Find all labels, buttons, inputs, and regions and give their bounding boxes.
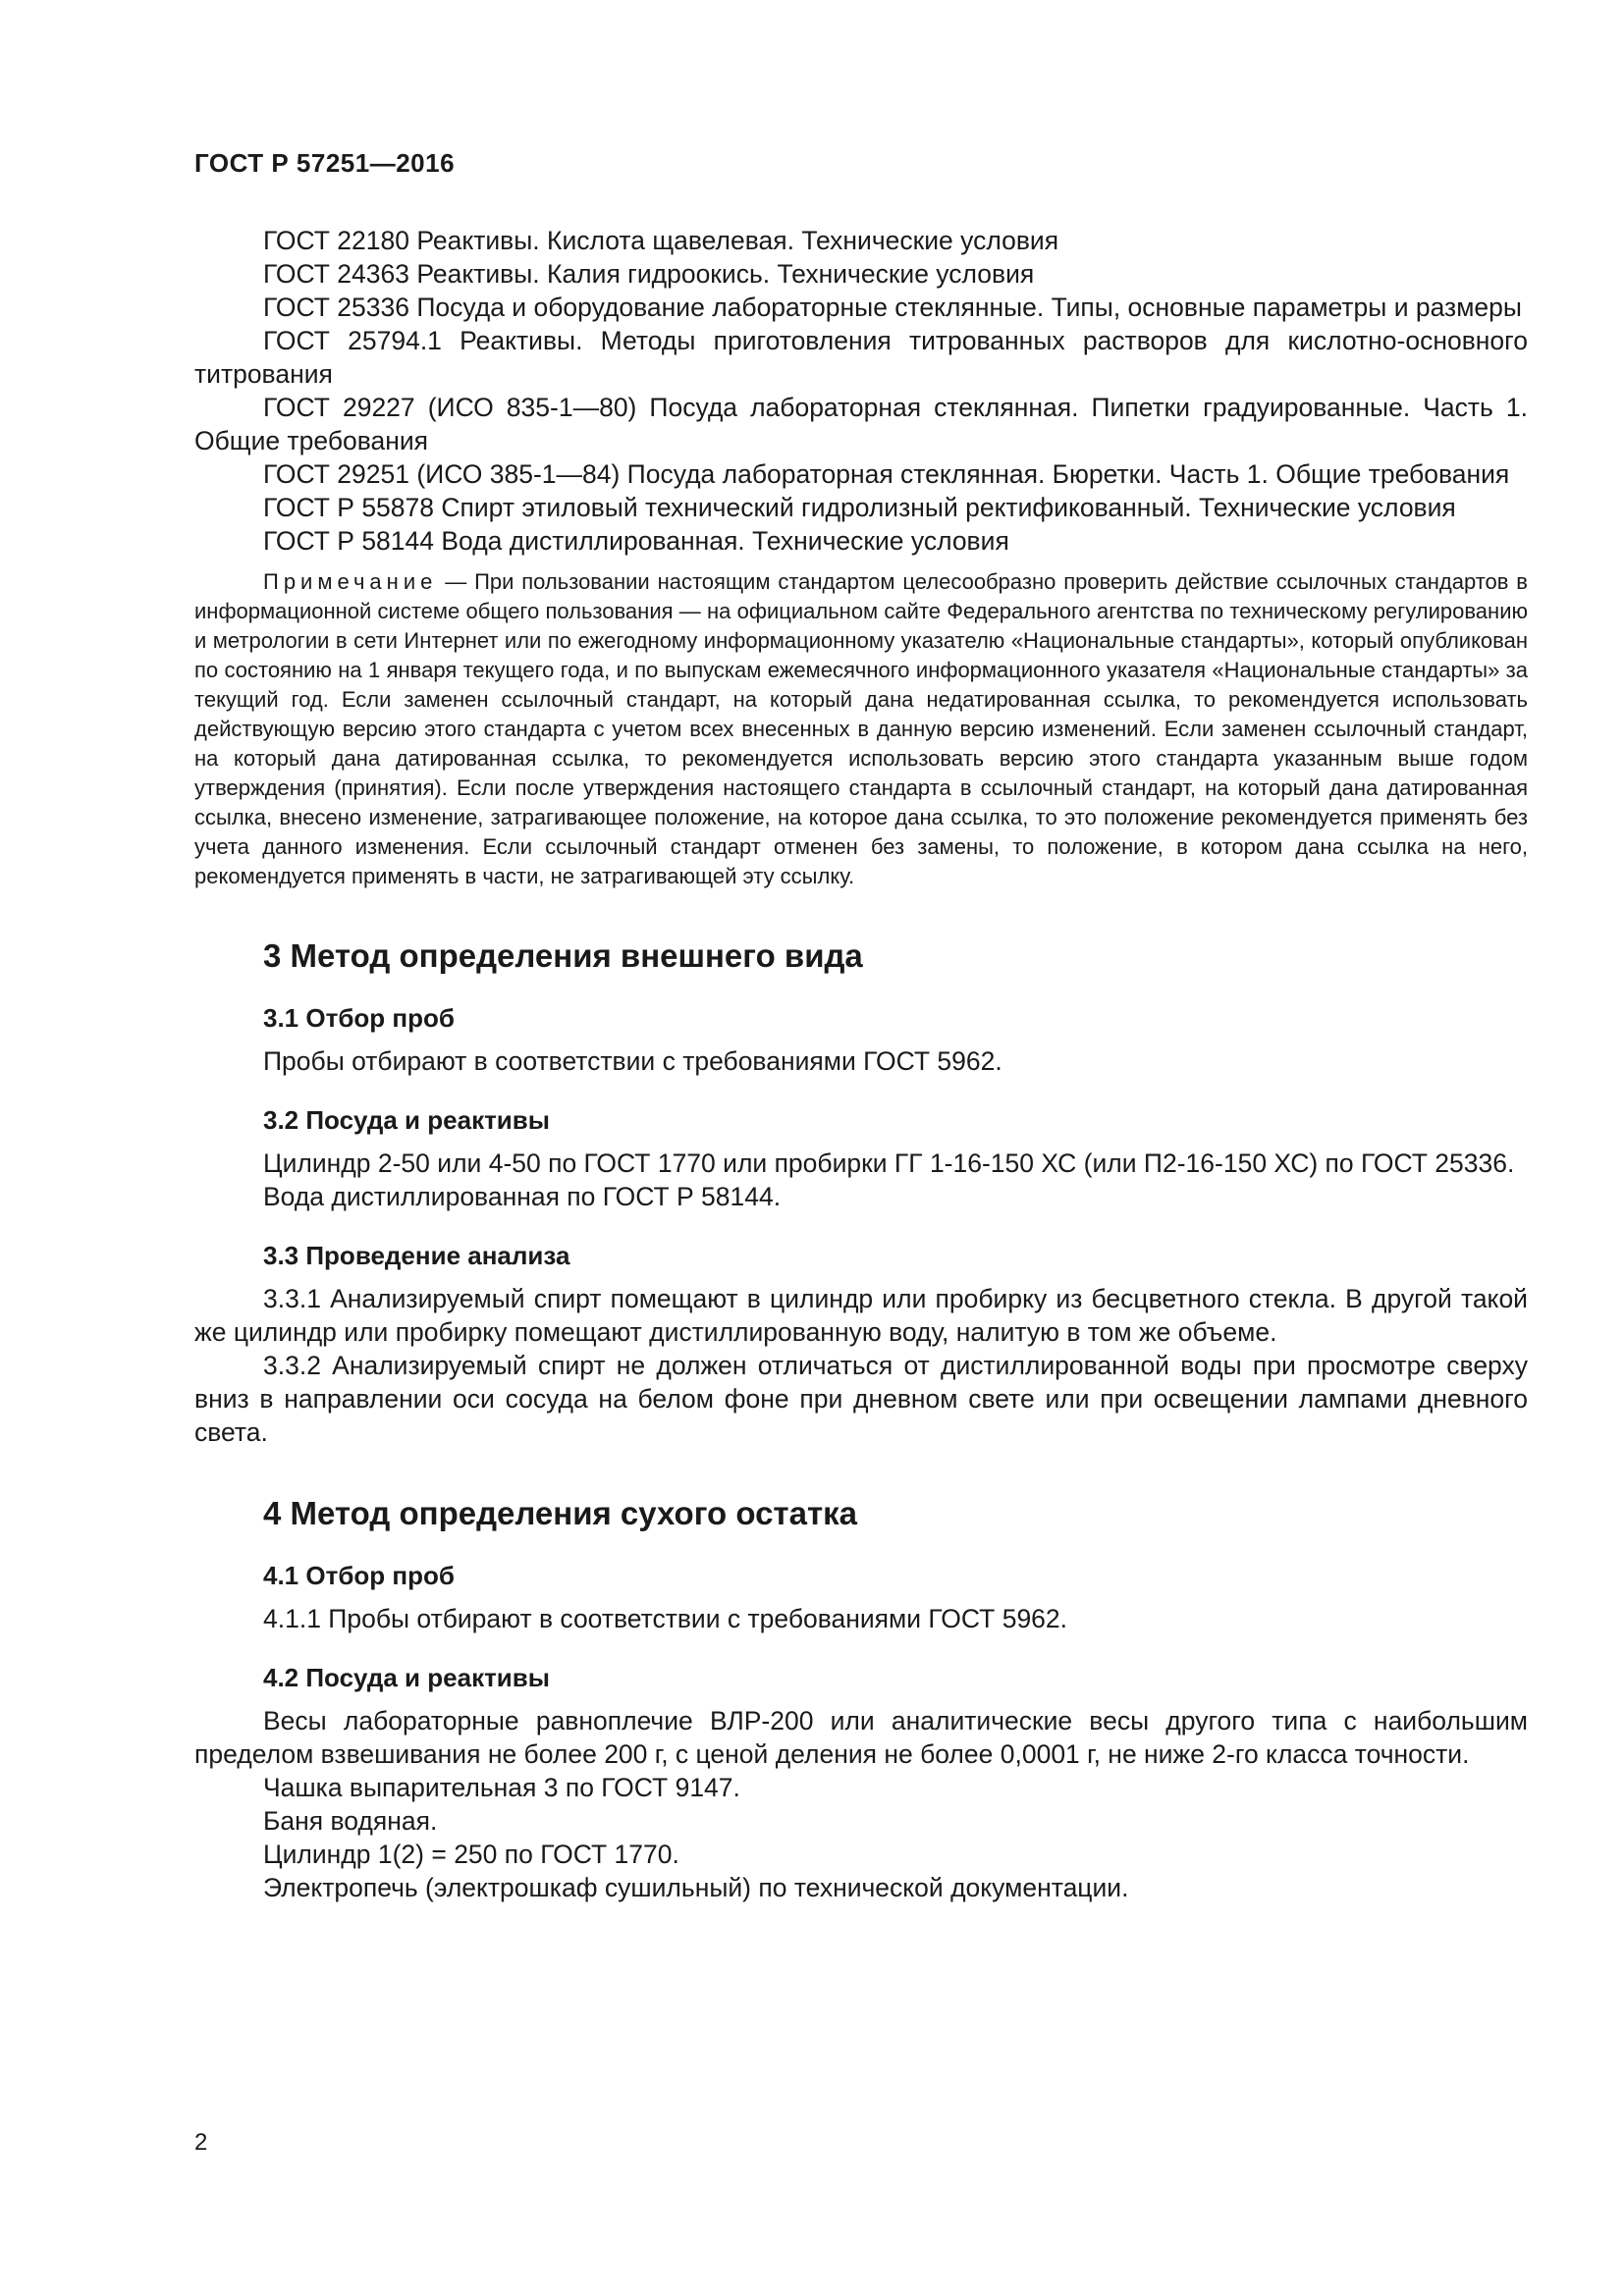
paragraph: Чашка выпарительная 3 по ГОСТ 9147. — [263, 1773, 740, 1802]
reference-item: ГОСТ Р 58144 Вода дистиллированная. Технические условия — [263, 526, 1009, 556]
page-body — [194, 224, 1528, 1904]
reference-item: ГОСТ 29251 (ИСО 385-1—84) Посуда лабораторная стеклянная. Бюретки. Часть 1. Общие требования — [263, 459, 1510, 489]
subsection-3-2-title: 3.2 Посуда и реактивы — [263, 1105, 550, 1135]
reference-item: ГОСТ Р 55878 Спирт этиловый технический гидролизный ректификованный. Технические условия — [263, 493, 1456, 522]
subsection-4-2-title: 4.2 Посуда и реактивы — [263, 1663, 550, 1692]
reference-item: ГОСТ 25794.1 Реактивы. Методы приготовления титрованных растворов для кислотно-основного титрования — [194, 326, 1528, 389]
subsection-4-1-title: 4.1 Отбор проб — [263, 1561, 455, 1590]
reference-item: ГОСТ 29227 (ИСО 835-1—80) Посуда лабораторная стеклянная. Пипетки градуированные. Часть 1. Общие требования — [194, 393, 1528, 455]
paragraph: 3.3.2 Анализируемый спирт не должен отличаться от дистиллированной воды при просмотре сверху вниз в направлении оси сосуда на белом фоне при дневном свете или при освещении лампами дневного света. — [194, 1351, 1528, 1447]
paragraph: Цилиндр 2-50 или 4-50 по ГОСТ 1770 или пробирки ГГ 1-16-150 ХС (или П2-16-150 ХС) по ГОСТ 25336. — [263, 1148, 1515, 1178]
reference-item: ГОСТ 25336 Посуда и оборудование лабораторные стеклянные. Типы, основные параметры и размеры — [263, 293, 1522, 322]
paragraph: Электропечь (электрошкаф сушильный) по технической документации. — [263, 1873, 1129, 1902]
note-block — [194, 567, 1528, 891]
paragraph: Вода дистиллированная по ГОСТ Р 58144. — [263, 1182, 782, 1211]
section-3-title: 3 Метод определения внешнего вида — [263, 937, 863, 974]
note-text: — При пользовании настоящим стандартом целесообразно проверить действие ссылочных стандартов в информационной системе общего пользования — на официальном сайте Федерального агентства по техническому регулированию и метрологии в сети Интернет или по ежегодному информационному указателю «Национальные стандарты», который опубликован по состоянию на 1 января текущего года, и по выпускам ежемесячного информационного указателя «Национальные стандарты» за текущий год. Если заменен ссылочный стандарт, на который дана недатированная ссылка, то рекомендуется использовать действующую версию этого стандарта с учетом всех внесенных в данную версию изменений. Если заменен ссылочный стандарт, на который дана датированная ссылка, то рекомендуется использовать версию этого стандарта указанным выше годом утверждения (принятия). Если после утверждения настоящего стандарта в ссылочный стандарт, на который дана датированная ссылка, внесено изменение, затрагивающее положение, на которое дана ссылка, то это положение рекомендуется применять без учета данного изменения. Если ссылочный стандарт отменен без замены, то положение, в котором дана ссылка на него, рекомендуется применять в части, не затрагивающей эту ссылку. — [194, 569, 1528, 888]
subsection-3-3-title: 3.3 Проведение анализа — [263, 1241, 570, 1270]
subsection-3-1-title: 3.1 Отбор проб — [263, 1003, 455, 1033]
reference-item: ГОСТ 24363 Реактивы. Калия гидроокись. Технические условия — [263, 259, 1035, 289]
paragraph: Пробы отбирают в соответствии с требованиями ГОСТ 5962. — [263, 1046, 1002, 1076]
paragraph: Цилиндр 1(2) = 250 по ГОСТ 1770. — [263, 1840, 679, 1869]
section-4-title: 4 Метод определения сухого остатка — [263, 1495, 857, 1531]
reference-list — [194, 224, 1528, 558]
paragraph: 3.3.1 Анализируемый спирт помещают в цилиндр или пробирку из бесцветного стекла. В другой такой же цилиндр или пробирку помещают дистиллированную воду, налитую в том же объеме. — [194, 1284, 1528, 1347]
note-label: Примечание — [263, 569, 438, 594]
paragraph: Баня водяная. — [263, 1806, 438, 1836]
reference-item: ГОСТ 22180 Реактивы. Кислота щавелевая. Технические условия — [263, 226, 1059, 255]
page-number: 2 — [194, 2129, 208, 2156]
paragraph: Весы лабораторные равноплечие ВЛР-200 или аналитические весы другого типа с наибольшим пределом взвешивания не более 200 г, с ценой деления не более 0,0001 г, не ниже 2-го класса точности. — [194, 1706, 1528, 1769]
paragraph: 4.1.1 Пробы отбирают в соответствии с требованиями ГОСТ 5962. — [263, 1604, 1068, 1633]
running-header: ГОСТ Р 57251—2016 — [194, 148, 456, 178]
